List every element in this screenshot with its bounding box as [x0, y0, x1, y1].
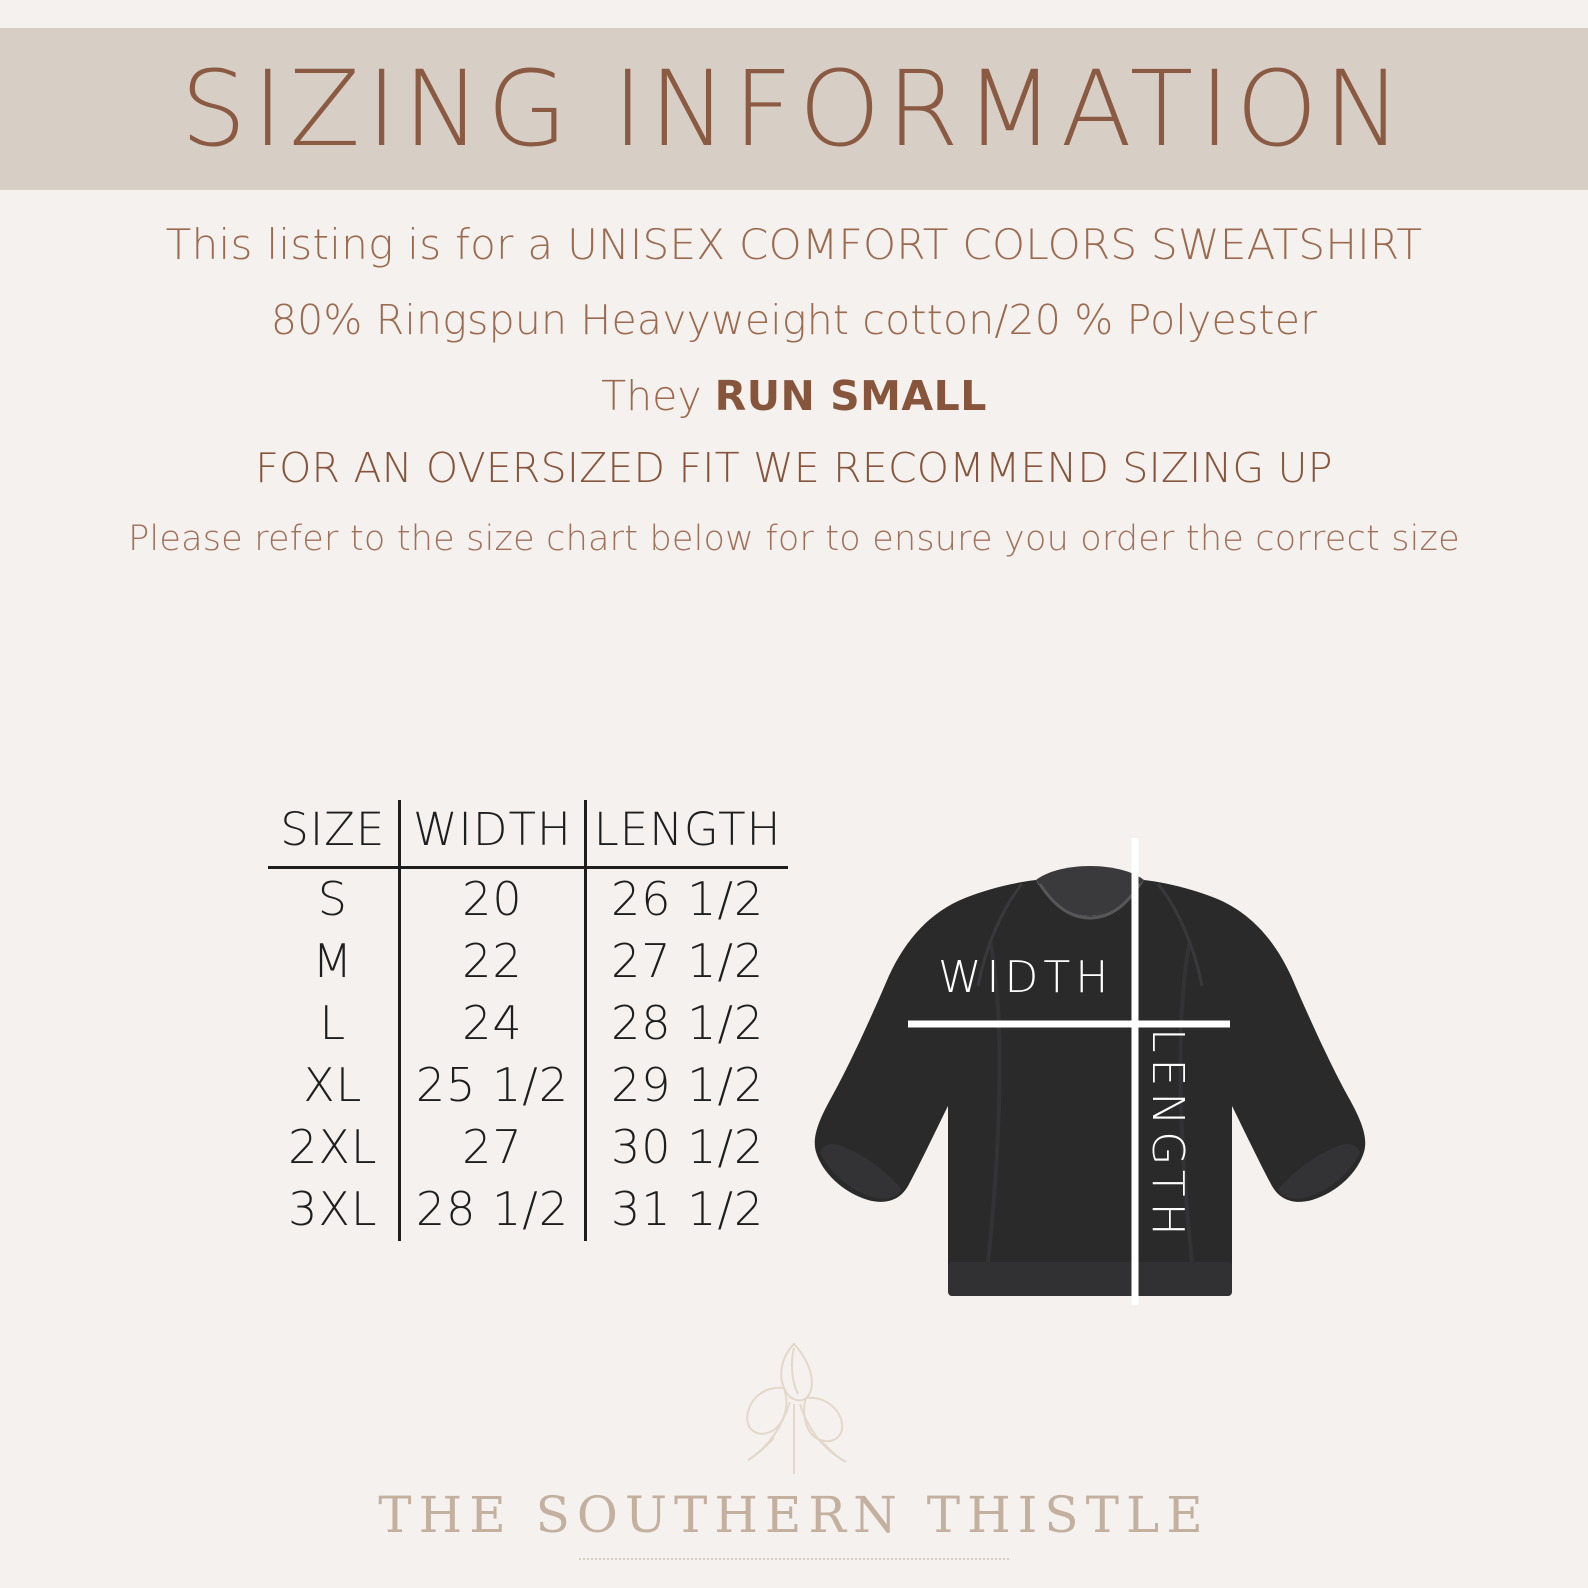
intro-line-product: This listing is for a UNISEX COMFORT COLORS SWEATSHIRT: [165, 220, 1423, 269]
intro-line-material: 80% Ringspun Heavyweight cotton/20 % Polyester: [270, 295, 1318, 344]
column-header-size: SIZE: [280, 803, 386, 856]
intro-line-run-small: [0, 367, 1588, 425]
width-measure-label: WIDTH: [938, 952, 1114, 1003]
intro-text-block: [0, 215, 1588, 565]
cell-size: S: [317, 872, 348, 926]
size-chart-table: [268, 800, 788, 1241]
table-header-row: [268, 800, 788, 868]
cell-width: 24: [399, 993, 586, 1055]
cell-width: 28 1/2: [399, 1179, 586, 1241]
cell-size: 2XL: [288, 1120, 378, 1174]
cell-length: 28 1/2: [611, 996, 765, 1050]
cell-size: L: [319, 996, 347, 1050]
table-row: [268, 1117, 788, 1179]
cell-length: 26 1/2: [611, 872, 765, 926]
run-small-emphasis: RUN SMALL: [714, 371, 987, 420]
sweatshirt-illustration: [790, 800, 1390, 1340]
table-row: [268, 1179, 788, 1241]
run-small-prefix: They: [601, 371, 715, 420]
table-row: [268, 1055, 788, 1117]
cell-width: 27: [399, 1117, 586, 1179]
brand-name: THE SOUTHERN THISTLE: [378, 1486, 1210, 1544]
sweatshirt-graphic: [790, 800, 1390, 1340]
size-chart: [268, 800, 788, 1241]
table-row: [268, 931, 788, 993]
thistle-logo-icon: [704, 1334, 884, 1484]
cell-width: 22: [399, 931, 586, 993]
footer: [0, 1334, 1588, 1566]
cell-width: 25 1/2: [399, 1055, 586, 1117]
length-measure-label: LENGTH: [1142, 1028, 1193, 1242]
intro-line-sizing-up: FOR AN OVERSIZED FIT WE RECOMMEND SIZING UP: [255, 444, 1333, 493]
brand-divider: [579, 1558, 1009, 1566]
cell-length: 27 1/2: [611, 934, 765, 988]
cell-size: 3XL: [288, 1182, 378, 1236]
column-header-length: LENGTH: [593, 803, 782, 856]
header-banner: [0, 28, 1588, 190]
table-row: [268, 868, 788, 932]
cell-size: M: [312, 934, 354, 988]
column-header-width: WIDTH: [399, 800, 586, 868]
cell-length: 29 1/2: [611, 1058, 765, 1112]
intro-line-refer-chart: Please refer to the size chart below for to ensure you order the correct size: [128, 519, 1460, 560]
page-title: SIZING INFORMATION: [180, 48, 1408, 170]
cell-size: XL: [303, 1058, 363, 1112]
table-row: [268, 993, 788, 1055]
cell-width: 20: [399, 868, 586, 932]
cell-length: 31 1/2: [611, 1182, 765, 1236]
cell-length: 30 1/2: [611, 1120, 765, 1174]
